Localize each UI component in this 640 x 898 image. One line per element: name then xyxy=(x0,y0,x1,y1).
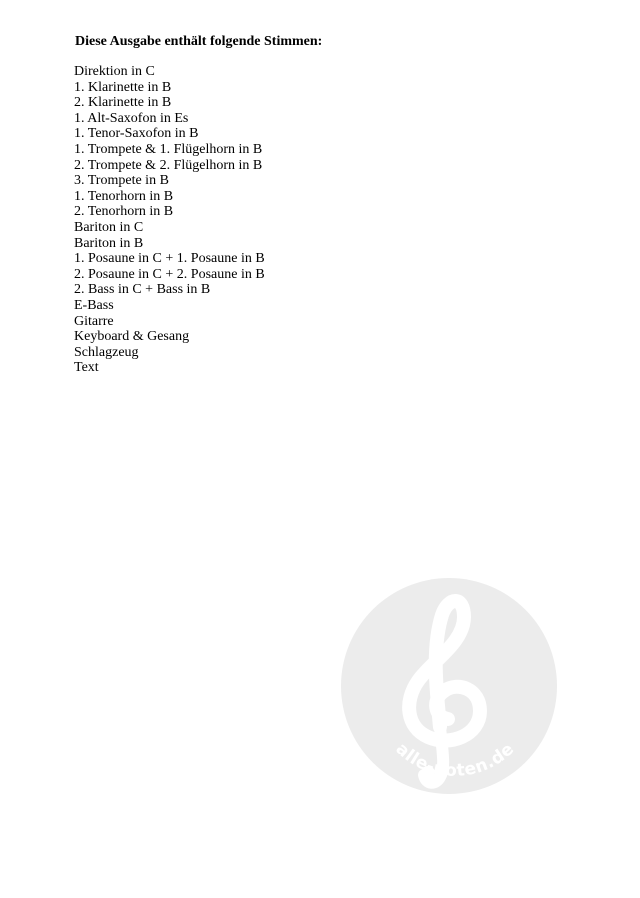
list-item: 2. Trompete & 2. Flügelhorn in B xyxy=(74,157,263,173)
list-item: 1. Alt-Saxofon in Es xyxy=(74,110,189,126)
list-item: 1. Klarinette in B xyxy=(74,79,172,95)
list-item: 2. Posaune in C + 2. Posaune in B xyxy=(74,266,265,282)
list-item: 3. Trompete in B xyxy=(74,173,169,189)
list-item: Direktion in C xyxy=(74,64,155,79)
list-item: 2. Bass in C + Bass in B xyxy=(74,282,211,298)
list-item: Keyboard & Gesang xyxy=(74,329,190,345)
parts-heading: Diese Ausgabe enthält folgende Stimmen: xyxy=(75,34,323,49)
list-item: 1. Tenor-Saxofon in B xyxy=(74,126,199,142)
list-item: 1. Posaune in C + 1. Posaune in B xyxy=(74,251,265,267)
list-item: 2. Tenorhorn in B xyxy=(74,204,174,220)
list-item: Bariton in C xyxy=(74,219,144,235)
list-item: E-Bass xyxy=(74,297,114,313)
list-item: Bariton in B xyxy=(74,235,144,251)
parts-list xyxy=(74,64,265,376)
watermark-text: alle-noten.de xyxy=(391,739,519,782)
list-item: 2. Klarinette in B xyxy=(74,95,172,111)
list-item: 1. Trompete & 1. Flügelhorn in B xyxy=(74,141,263,157)
list-item: Text xyxy=(74,360,99,376)
list-item: Gitarre xyxy=(74,313,114,329)
list-item: Schlagzeug xyxy=(74,344,139,360)
list-item: 1. Tenorhorn in B xyxy=(74,188,174,204)
watermark-logo xyxy=(340,577,558,795)
